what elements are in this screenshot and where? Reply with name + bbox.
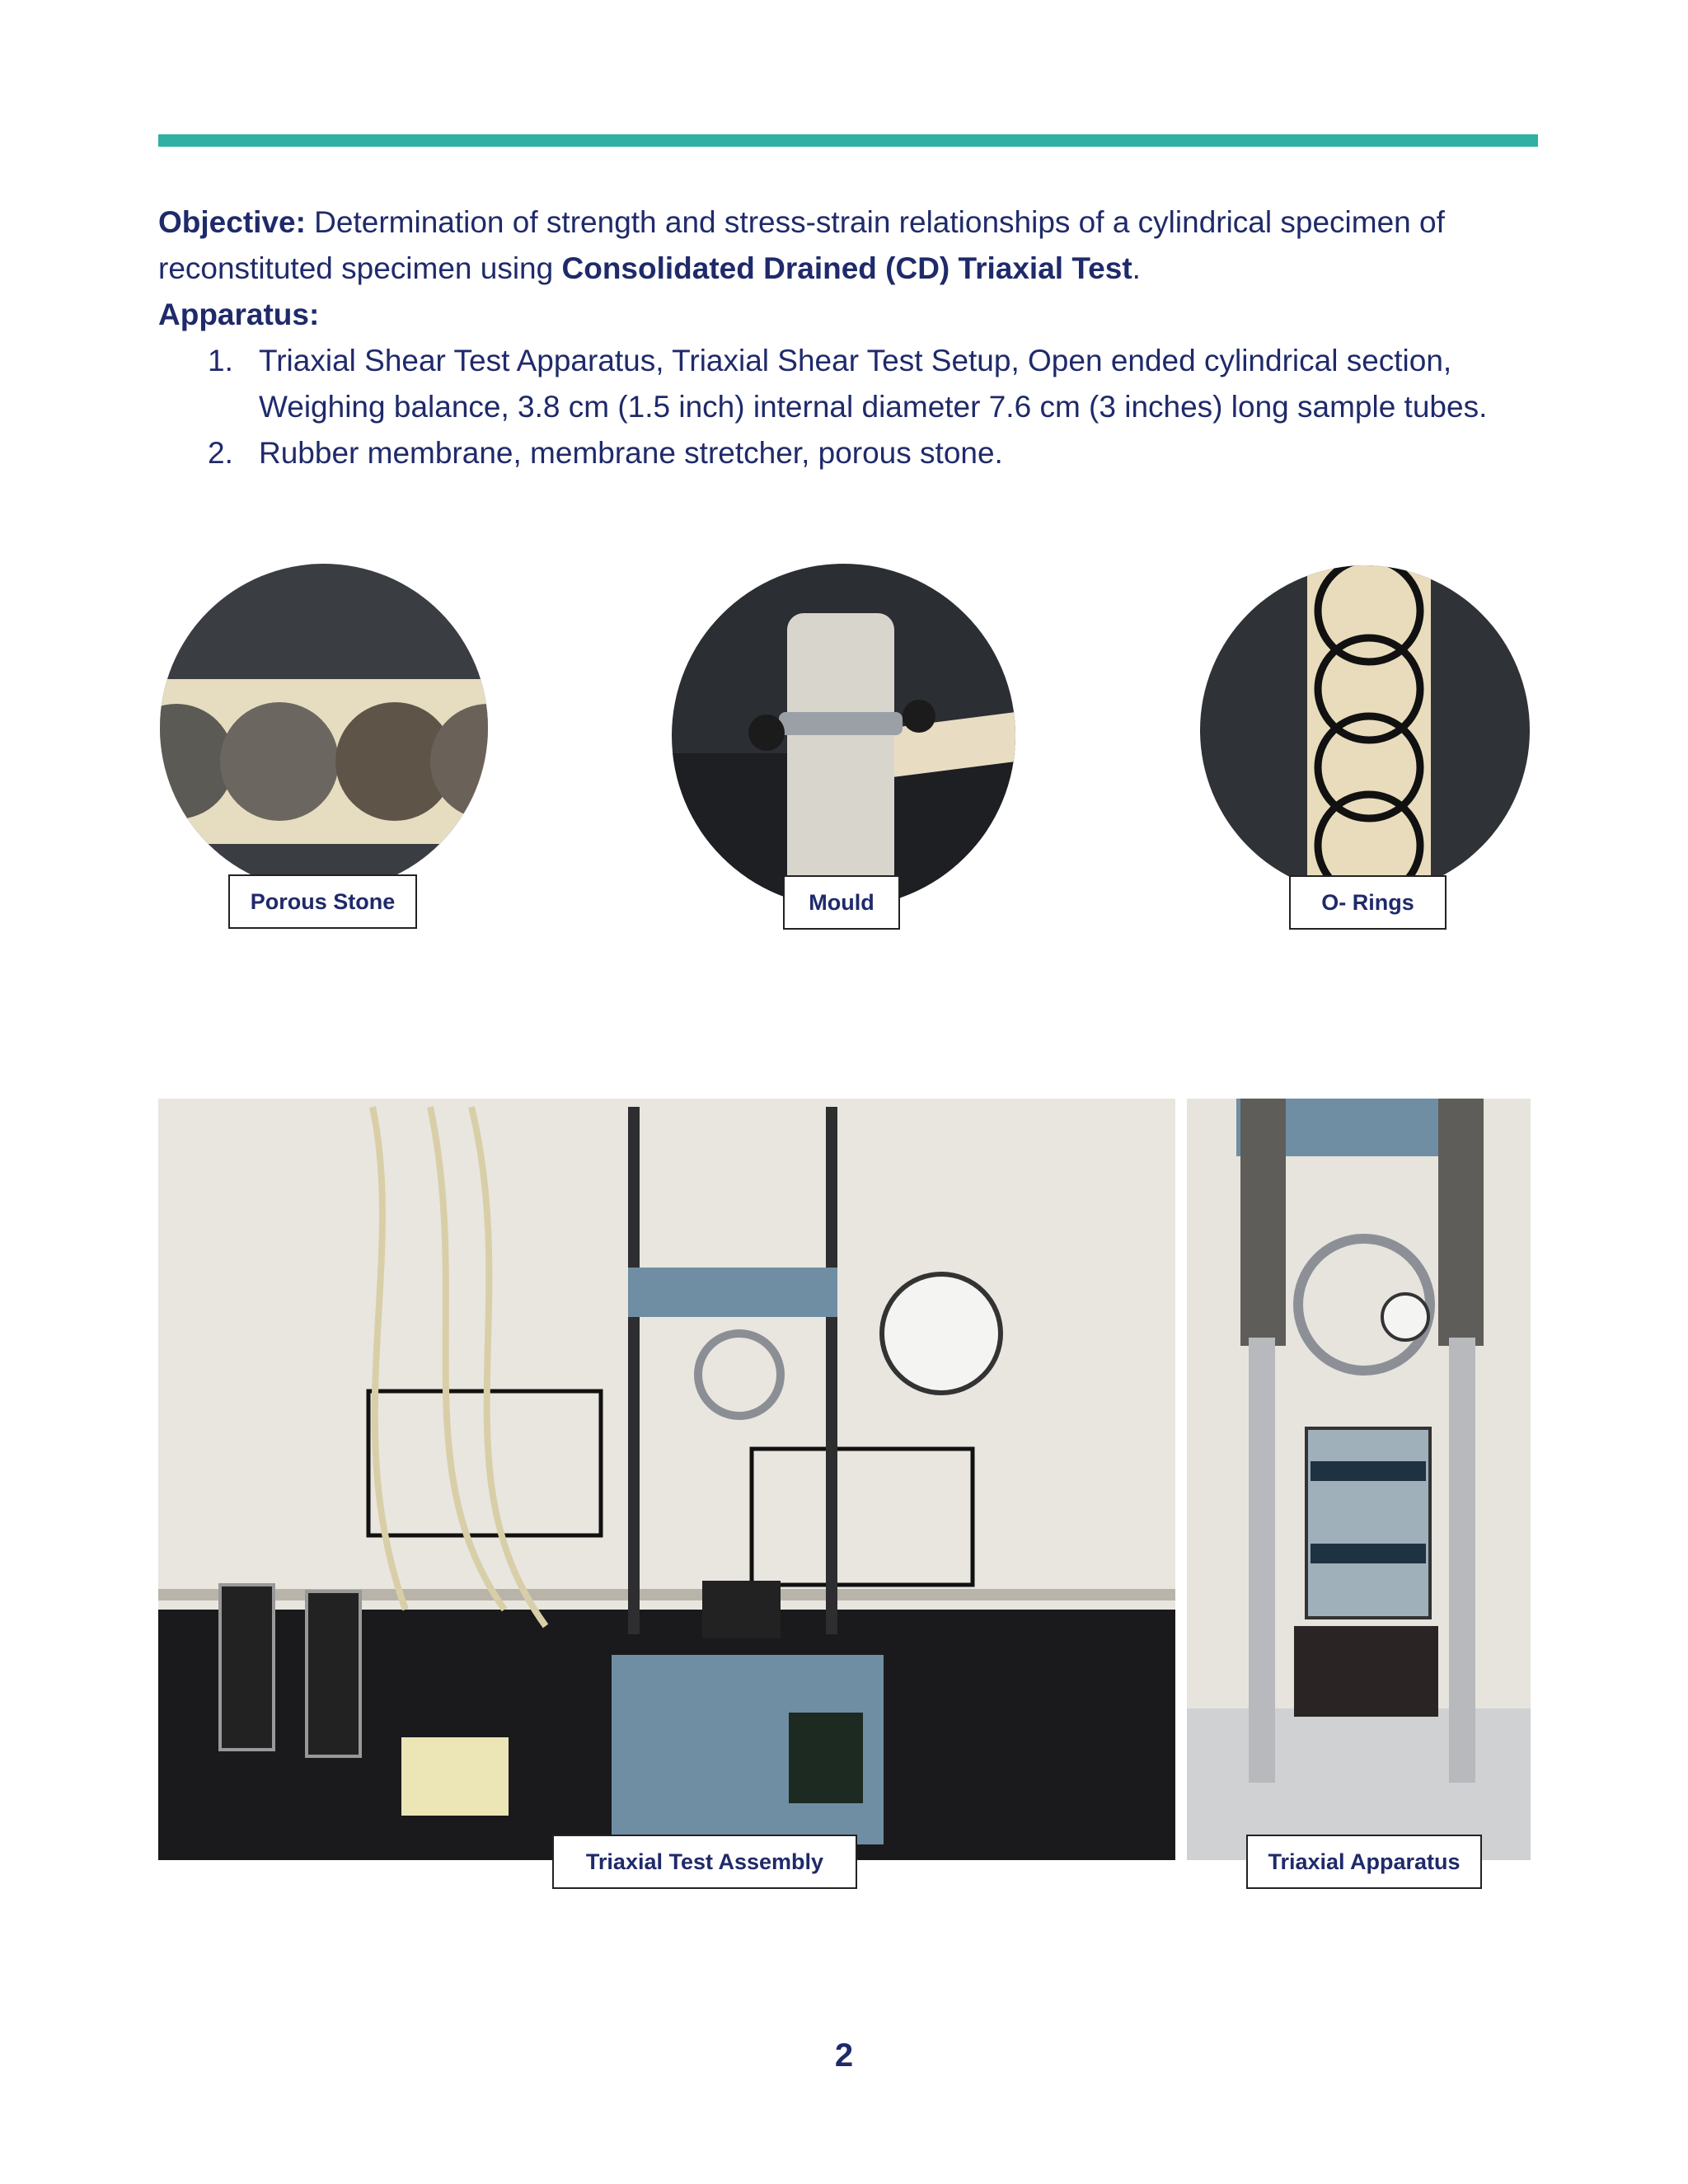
list-number: 2. — [208, 436, 233, 470]
apparatus-caption: Triaxial Apparatus — [1246, 1835, 1482, 1889]
objective-paragraph — [158, 199, 1551, 292]
header-rule — [158, 134, 1538, 147]
mould-photo — [672, 564, 1015, 907]
list-text: Rubber membrane, membrane stretcher, porous stone. — [259, 436, 1003, 470]
apparatus-list — [158, 338, 1551, 476]
triaxial-assembly-photo — [158, 1099, 1175, 1860]
porous-stone-photo — [160, 564, 488, 892]
objective-text: Determination of strength and stress-strain relationships of a cylindrical specimen of reconstituted specimen using — [158, 205, 1445, 285]
triaxial-apparatus-photo — [1187, 1099, 1531, 1860]
mould-caption: Mould — [783, 875, 900, 930]
apparatus-heading: Apparatus: — [158, 298, 320, 331]
o-rings-photo — [1200, 565, 1530, 895]
content-text — [158, 199, 1551, 476]
list-number: 1. — [208, 344, 233, 377]
test-name: Consolidated Drained (CD) Triaxial Test — [561, 251, 1132, 285]
assembly-caption: Triaxial Test Assembly — [552, 1835, 857, 1889]
list-item — [158, 430, 1551, 476]
objective-end: . — [1132, 251, 1141, 285]
objective-label: Objective: — [158, 205, 306, 239]
list-text: Triaxial Shear Test Apparatus, Triaxial Shear Test Setup, Open ended cylindrical section, Weighing balance, 3.8 cm (1.5 inch) internal diameter 7.6 cm (3 inches) long sample tubes. — [259, 344, 1488, 424]
o-rings-caption: O- Rings — [1289, 875, 1447, 930]
porous-stone-caption: Porous Stone — [228, 874, 417, 929]
list-item — [158, 338, 1551, 430]
page-number: 2 — [834, 2037, 854, 2074]
